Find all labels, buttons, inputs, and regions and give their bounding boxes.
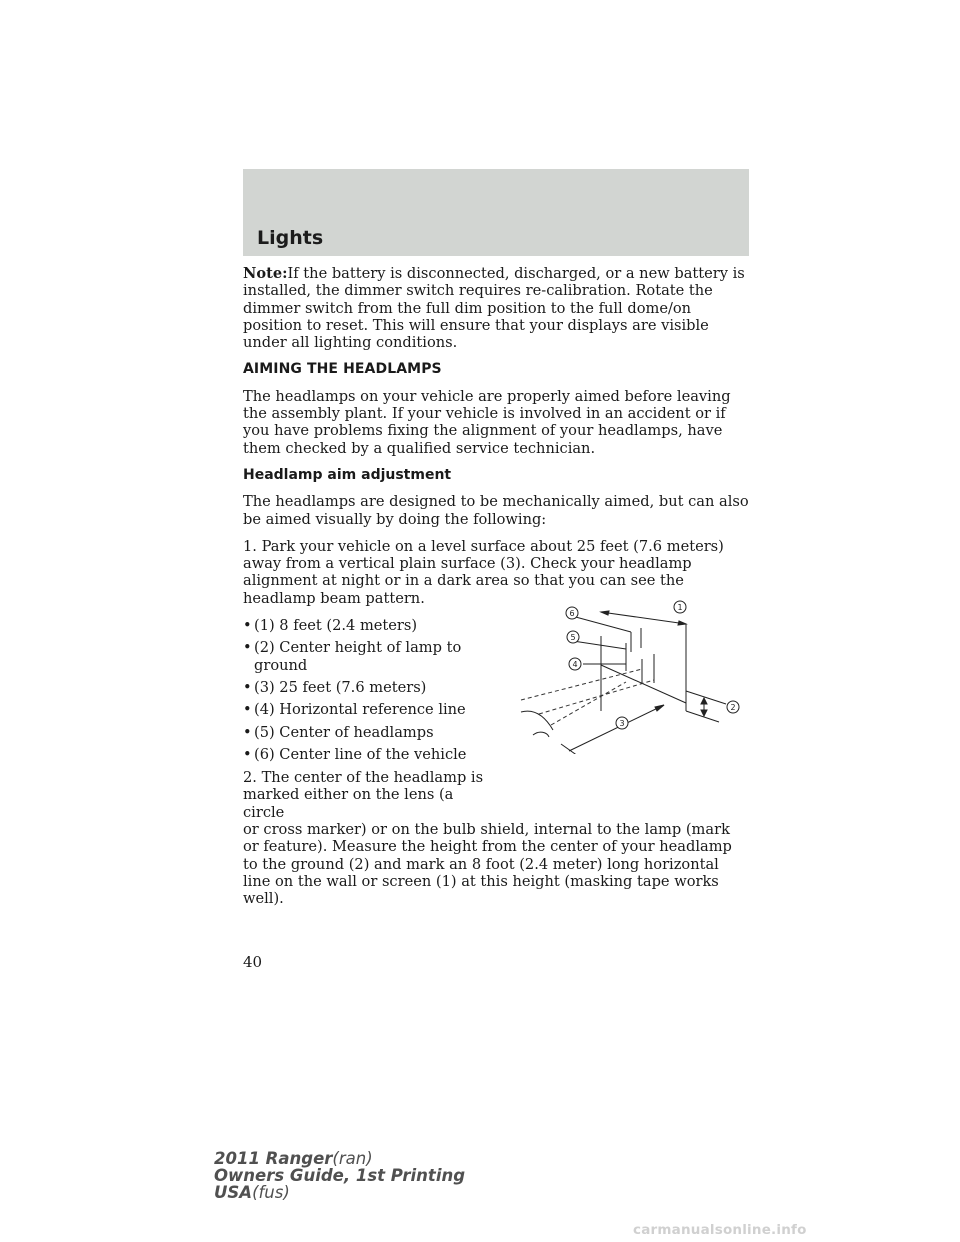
aiming-heading: AIMING THE HEADLAMPS xyxy=(243,361,442,378)
dimension-3-arrow xyxy=(569,705,664,751)
vehicle-hood-outline xyxy=(521,711,553,730)
arrowhead xyxy=(601,611,609,615)
step-1-paragraph: 1. Park your vehicle on a level surface about 25 feet (7.6 meters) away from a vertical plain surface (3). Check your headlamp alignment at night or in a dark area so that you can see the headlamp beam pattern. xyxy=(243,537,724,607)
beam-dashed-line xyxy=(521,669,642,700)
diagram-legend-list xyxy=(243,617,491,763)
callout-label: 6 xyxy=(569,609,575,618)
vehicle-front-outline xyxy=(533,732,549,737)
arrowhead xyxy=(655,705,664,711)
leader-6 xyxy=(572,616,631,632)
beam-dashed-line xyxy=(539,680,654,714)
list-item: • (4) Horizontal reference line xyxy=(243,701,491,718)
page-number: 40 xyxy=(243,953,263,971)
callout-label: 2 xyxy=(730,703,736,712)
callout-label: 1 xyxy=(677,603,683,612)
leader-5 xyxy=(573,641,626,649)
page-content xyxy=(243,265,749,908)
callout-label: 3 xyxy=(619,719,625,728)
note-text: If the battery is disconnected, discharged, or a new battery is installed, the dimmer switch requires re-calibration. Rotate the dimmer switch from the full dim position to the full dome/on position to reset. This will ensure that your displays are visible under all lighting conditions. xyxy=(243,265,745,352)
arrowhead xyxy=(678,621,686,625)
horizontal-reference-line xyxy=(601,665,686,703)
note-paragraph xyxy=(243,265,749,351)
list-item: • (1) 8 feet (2.4 meters) xyxy=(243,617,491,634)
dimension-1-arrow xyxy=(601,612,686,624)
callout-label: 4 xyxy=(572,660,578,669)
section-title: Lights xyxy=(257,227,324,249)
dimension-3-end-tick xyxy=(561,744,578,754)
adjustment-intro: The headlamps are designed to be mechanically aimed, but can also be aimed visually by doing the following: xyxy=(243,493,749,528)
list-item: • (2) Center height of lamp to ground xyxy=(243,639,491,674)
adjustment-heading: Headlamp aim adjustment xyxy=(243,466,452,483)
arrowhead xyxy=(701,710,707,716)
list-item: • (3) 25 feet (7.6 meters) xyxy=(243,679,491,696)
aiming-paragraph: The headlamps on your vehicle are properly aimed before leaving the assembly plant. If your vehicle is involved in an accident or if you have problems fixing the alignment of your headlamps, have them checked by a qualified service technician. xyxy=(243,387,731,457)
headlamp-aim-diagram xyxy=(503,594,743,754)
footer-line-3 xyxy=(214,1184,465,1201)
step-2-first-line: 2. The center of the headlamp is marked either on the lens (a circle xyxy=(243,769,484,821)
diagram-lines xyxy=(521,611,726,754)
footer-line-1 xyxy=(214,1150,465,1167)
beam-dashed-line xyxy=(551,682,626,725)
footer-model-code: (ran) xyxy=(332,1149,373,1168)
note-label: Note: xyxy=(243,265,288,282)
list-item: • (6) Center line of the vehicle xyxy=(243,746,491,763)
footer-market: USA xyxy=(214,1183,253,1202)
footer-imprint xyxy=(214,1150,465,1201)
footer-market-code: (fus) xyxy=(252,1183,290,1202)
step-2-paragraph xyxy=(243,769,749,907)
section-header-band xyxy=(243,169,749,256)
arrowhead xyxy=(701,698,707,704)
footer-model: 2011 Ranger xyxy=(214,1149,333,1168)
callout-label: 5 xyxy=(570,633,576,642)
beam-dashed-lines xyxy=(521,669,654,725)
step-2-rest: or cross marker) or on the bulb shield, internal to the lamp (mark or feature). Measure the height from the center of your headlamp to the ground (2) and mark an 8 foot (2.4 meter) long horizontal line on the wall or screen (1) at this height (masking tape works well). xyxy=(243,821,732,908)
list-item: • (5) Center of headlamps xyxy=(243,724,491,741)
diagram-callouts xyxy=(566,601,739,729)
footer-line-2: Owners Guide, 1st Printing xyxy=(214,1166,466,1185)
watermark: carmanualsonline.info xyxy=(633,1222,807,1238)
